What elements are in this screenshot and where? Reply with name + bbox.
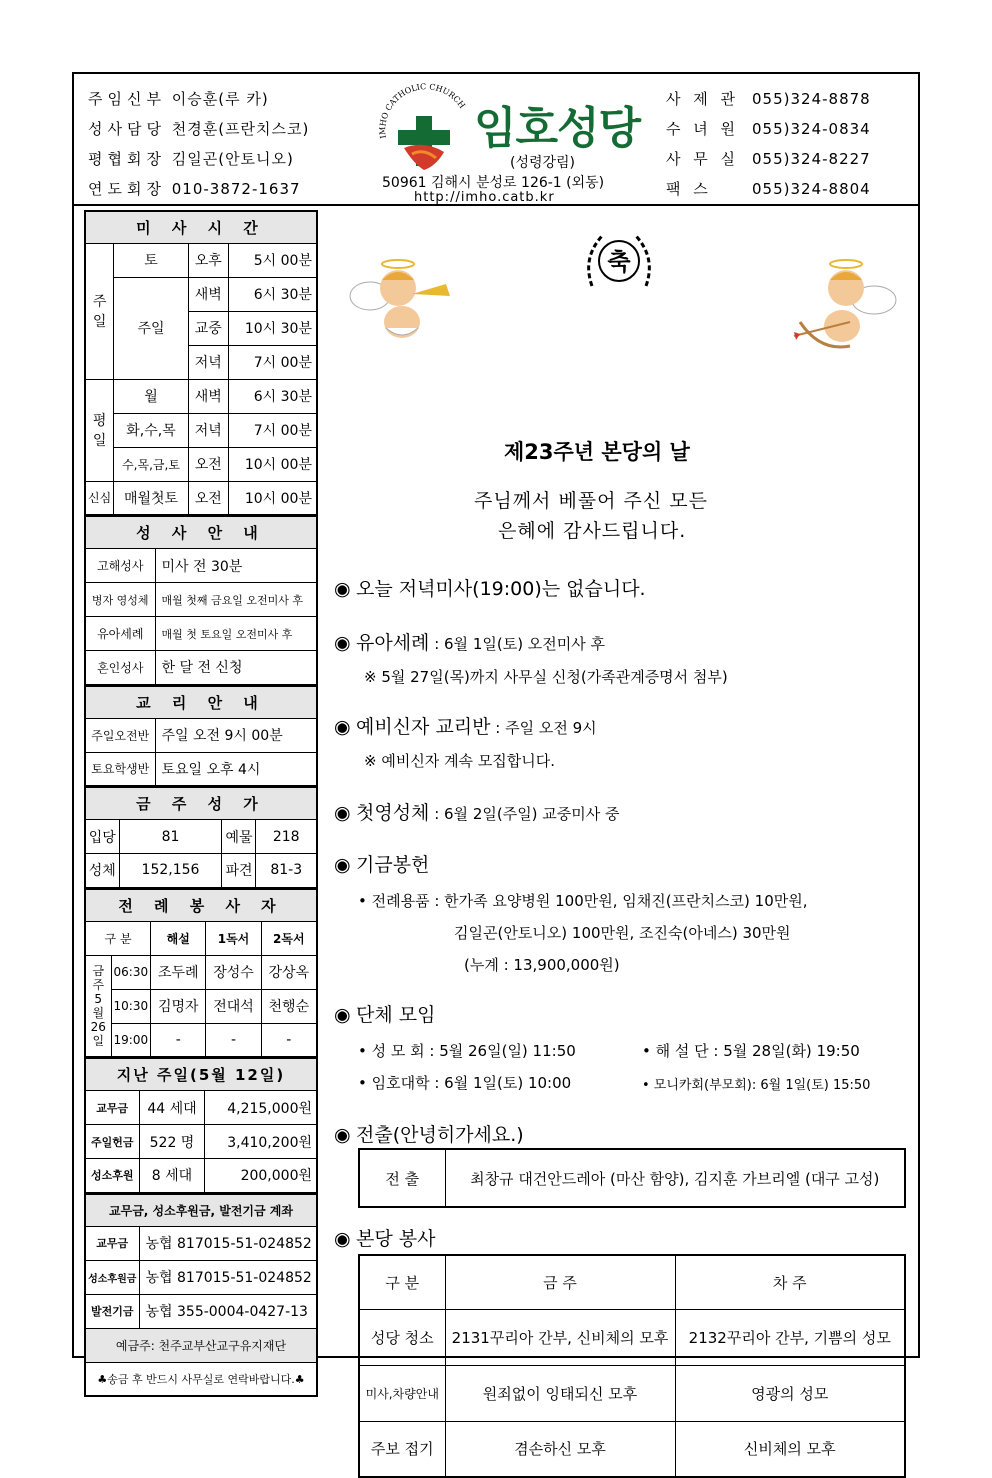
- transfer-names: 최창규 대건안드레아 (마산 함양), 김지훈 가브리엘 (대구 고성): [445, 1149, 905, 1207]
- badge-text: 축: [607, 248, 631, 276]
- account-value: 농협 817015-51-024852: [139, 1260, 317, 1294]
- last-week-amount: 200,000원: [205, 1159, 317, 1193]
- catechism-key: 토요학생반: [85, 752, 155, 786]
- last-week-count: 44 세대: [139, 1091, 205, 1125]
- mass-time: 6시 30분: [228, 277, 317, 311]
- hymn-value: 218: [256, 820, 317, 854]
- server-name: -: [151, 1023, 206, 1057]
- sunday-group-label: 주일: [85, 243, 114, 379]
- main-message-line1: 주님께서 베풀어 주신 모든: [474, 490, 709, 512]
- bullet-icon: ◉: [334, 578, 351, 600]
- sacrament-value: 매월 첫째 금요일 오전미사 후: [155, 583, 317, 617]
- service-next-week: 2132꾸리아 간부, 기쁨의 성모: [675, 1309, 905, 1365]
- service-this-week: 원죄없이 잉태되신 모후: [445, 1365, 675, 1421]
- notice-detail: : 6월 2일(주일) 교중미사 중: [429, 805, 620, 823]
- mass-time: 5시 00분: [228, 243, 317, 277]
- sacrament-key: 병자 영성체: [85, 583, 155, 617]
- notice-title: 본당 봉사: [356, 1228, 436, 1250]
- mass-day: 주일: [114, 277, 189, 379]
- notice-detail: : 주일 오전 9시: [490, 719, 597, 737]
- header-fax: 팩 스 055)324-8804: [666, 180, 871, 198]
- hymn-key: 입당: [85, 820, 119, 854]
- mass-period: 오전: [188, 447, 228, 481]
- notice-title: 전출(안녕히가세요.): [356, 1124, 524, 1146]
- mass-time: 10시 00분: [228, 481, 317, 515]
- service-head: 구 분: [359, 1255, 445, 1309]
- service-key: 주보 접기: [359, 1421, 445, 1477]
- last-week-title: 지난 주일(5월 12일): [85, 1059, 317, 1091]
- service-this-week: 2131꾸리아 간부, 신비체의 모후: [445, 1309, 675, 1365]
- mass-times-table: [84, 210, 318, 516]
- mass-period: 교중: [188, 311, 228, 345]
- notice-detail: : 6월 1일(토) 오전미사 후: [429, 635, 606, 653]
- header-rectory-phone: 사 제 관 055)324-8878: [666, 90, 871, 108]
- servers-title: 전 례 봉 사 자: [85, 889, 317, 921]
- sacrament-key: 고해성사: [85, 549, 155, 583]
- last-week-count: 522 명: [139, 1125, 205, 1159]
- server-name: 천행순: [261, 989, 317, 1023]
- bullet-icon: ◉: [334, 1228, 351, 1250]
- servers-head: 구 분: [85, 921, 151, 955]
- church-logo: [374, 82, 664, 204]
- notice-title: 유아세례: [356, 632, 430, 654]
- service-table: [358, 1254, 906, 1478]
- notice-title: 예비신자 교리반: [356, 716, 491, 738]
- weekday-group-label: 평일: [85, 379, 114, 481]
- donation-line3: (누계 : 13,900,000원): [464, 956, 620, 974]
- mass-day: 토: [114, 243, 189, 277]
- donation-line1: • 전례용품 : 한가족 요양병원 100만원, 임채진(프란치스코) 10만원,: [358, 892, 808, 910]
- mass-day: 수,목,금,토: [114, 447, 189, 481]
- mass-day: 화,수,목: [114, 413, 189, 447]
- catechism-title: 교 리 안 내: [85, 686, 317, 718]
- special-group-label: 신심: [85, 481, 114, 515]
- account-holder: 예금주: 천주교부산교구유지재단: [85, 1328, 317, 1362]
- notice-title: 첫영성체: [356, 802, 430, 824]
- mass-period: 새벽: [188, 277, 228, 311]
- mass-day: 매월첫토: [114, 481, 189, 515]
- angel-trumpet-icon: [346, 250, 456, 350]
- notice-first-communion: [334, 798, 620, 825]
- bullet-icon: ◉: [334, 802, 351, 824]
- bullet-icon: ◉: [334, 854, 351, 876]
- server-name: -: [206, 1023, 261, 1057]
- mass-period: 오전: [188, 481, 228, 515]
- bullet-icon: ◉: [334, 1124, 351, 1146]
- sacrament-key: 유아세례: [85, 617, 155, 651]
- notice-infant-baptism: [334, 628, 605, 655]
- notice-text: 오늘 저녁미사(19:00)는 없습니다.: [356, 578, 646, 600]
- servers-date: 금주 5 월 26 일: [85, 955, 111, 1057]
- server-name: 김명자: [151, 989, 206, 1023]
- last-week-table: [84, 1058, 318, 1194]
- hymn-key: 파견: [222, 854, 256, 888]
- service-key: 성당 청소: [359, 1309, 445, 1365]
- mass-period: 저녁: [188, 413, 228, 447]
- servers-head: 1독서: [206, 921, 261, 955]
- main-title: 제23주년 본당의 날: [504, 440, 690, 464]
- meeting-item: • 성 모 회 : 5월 26일(일) 11:50: [358, 1042, 576, 1060]
- catechism-table: [84, 686, 318, 788]
- hymn-value: 81: [119, 820, 222, 854]
- header-yeondo-head: 연도회장 010-3872-1637: [88, 180, 301, 198]
- notice-title: 단체 모임: [356, 1004, 436, 1026]
- service-key: 미사,차량안내: [359, 1365, 445, 1421]
- servers-time: 10:30: [111, 989, 151, 1023]
- service-head: 차 주: [675, 1255, 905, 1309]
- service-this-week: 겸손하신 모후: [445, 1421, 675, 1477]
- account-value: 농협 817015-51-024852: [139, 1226, 317, 1260]
- hymn-title: 금 주 성 가: [85, 788, 317, 820]
- notice-group-meetings: [334, 1000, 435, 1027]
- hymn-value: 152,156: [119, 854, 222, 888]
- last-week-key: 주일헌금: [85, 1125, 139, 1159]
- notice-parish-service: [334, 1224, 435, 1251]
- mass-times-title: 미 사 시 간: [85, 211, 317, 243]
- notice-title: 기금봉헌: [356, 854, 430, 876]
- hymn-table: [84, 787, 318, 889]
- last-week-key: 성소후원: [85, 1159, 139, 1193]
- servers-head: 해설: [151, 921, 206, 955]
- header: [74, 74, 918, 206]
- hymn-key: 예물: [222, 820, 256, 854]
- account-key: 발전기금: [85, 1294, 139, 1328]
- church-address: 50961 김해시 분성로 126-1 (외동): [382, 175, 605, 191]
- sacrament-value: 한 달 전 신청: [155, 651, 317, 685]
- catechism-value: 주일 오전 9시 00분: [155, 718, 317, 752]
- right-column: [324, 210, 916, 1459]
- left-column: [84, 210, 318, 1386]
- accounts-title: 교무금, 성소후원금, 발전기금 계좌: [85, 1194, 317, 1226]
- bulletin-page: [72, 72, 920, 1459]
- account-note: ♣송금 후 반드시 사무실로 연락바랍니다.♣: [85, 1362, 317, 1396]
- church-name: 임호성당: [474, 103, 641, 154]
- header-confessor: 성사담당 천경훈(프란치스코): [88, 120, 310, 138]
- service-head: 금 주: [445, 1255, 675, 1309]
- notice-evening-mass: [334, 574, 646, 601]
- main-message-line2: 은혜에 감사드립니다.: [498, 520, 687, 542]
- meeting-item: • 해 설 단 : 5월 28일(화) 19:50: [642, 1042, 860, 1060]
- transfer-label: 전 출: [359, 1149, 445, 1207]
- accounts-table: [84, 1194, 318, 1398]
- mass-time: 6시 30분: [228, 379, 317, 413]
- account-key: 성소후원금: [85, 1260, 139, 1294]
- service-next-week: 신비체의 모후: [675, 1421, 905, 1477]
- notice-donations: [334, 850, 429, 877]
- account-key: 교무금: [85, 1226, 139, 1260]
- church-emblem-icon: [374, 82, 474, 182]
- catechism-value: 토요일 오후 4시: [155, 752, 317, 786]
- server-name: 전대석: [206, 989, 261, 1023]
- last-week-amount: 4,215,000원: [205, 1091, 317, 1125]
- catechism-key: 주일오전반: [85, 718, 155, 752]
- header-convent-phone: 수 녀 원 055)324-0834: [666, 120, 871, 138]
- logo-arc-text: IMHO CATHOLIC CHURCH: [378, 82, 467, 140]
- mass-day: 월: [114, 379, 189, 413]
- header-office-phone: 사 무 실 055)324-8227: [666, 150, 871, 168]
- mass-time: 7시 00분: [228, 345, 317, 379]
- hymn-value: 81-3: [256, 854, 317, 888]
- account-value: 농협 355-0004-0427-13: [139, 1294, 317, 1328]
- server-name: 조두례: [151, 955, 206, 989]
- sacrament-table: [84, 516, 318, 686]
- transfer-table: [358, 1148, 906, 1208]
- servers-head: 2독서: [261, 921, 317, 955]
- bullet-icon: ◉: [334, 632, 351, 654]
- server-name: -: [261, 1023, 317, 1057]
- server-name: 강상옥: [261, 955, 317, 989]
- notice-catechumen-class: [334, 712, 597, 739]
- angel-cupid-icon: [790, 252, 900, 362]
- mass-period: 저녁: [188, 345, 228, 379]
- notice-transfer-out: [334, 1120, 524, 1147]
- service-next-week: 영광의 성모: [675, 1365, 905, 1421]
- notice-catechumen-note: ※ 예비신자 계속 모집합니다.: [364, 752, 556, 770]
- mass-period: 오후: [188, 243, 228, 277]
- header-pastor: 주임신부 이승훈(루 카): [88, 90, 269, 108]
- meeting-item: • 임호대학 : 6월 1일(토) 10:00: [358, 1074, 572, 1092]
- bullet-icon: ◉: [334, 1004, 351, 1026]
- church-subtitle: (성령강림): [510, 155, 576, 171]
- servers-time: 19:00: [111, 1023, 151, 1057]
- sacrament-title: 성 사 안 내: [85, 517, 317, 549]
- mass-time: 10시 30분: [228, 311, 317, 345]
- servers-table: [84, 889, 318, 1059]
- meeting-item: • 모니카회(부모회): 6월 1일(토) 15:50: [642, 1078, 871, 1093]
- servers-time: 06:30: [111, 955, 151, 989]
- header-council-head: 평협회장 김일곤(안토니오): [88, 150, 294, 168]
- celebration-badge: [582, 228, 656, 294]
- notice-infant-baptism-note: ※ 5월 27일(목)까지 사무실 신청(가족관계증명서 첨부): [364, 668, 728, 686]
- last-week-key: 교무금: [85, 1091, 139, 1125]
- mass-time: 10시 00분: [228, 447, 317, 481]
- donation-line2: 김일곤(안토니오) 100만원, 조진숙(아네스) 30만원: [454, 924, 791, 942]
- sacrament-value: 미사 전 30분: [155, 549, 317, 583]
- church-url[interactable]: http://imho.catb.kr: [414, 190, 555, 205]
- last-week-count: 8 세대: [139, 1159, 205, 1193]
- mass-time: 7시 00분: [228, 413, 317, 447]
- sacrament-key: 혼인성사: [85, 651, 155, 685]
- last-week-amount: 3,410,200원: [205, 1125, 317, 1159]
- server-name: 장성수: [206, 955, 261, 989]
- bullet-icon: ◉: [334, 716, 351, 738]
- mass-period: 새벽: [188, 379, 228, 413]
- sacrament-value: 매월 첫 토요일 오전미사 후: [155, 617, 317, 651]
- hymn-key: 성체: [85, 854, 119, 888]
